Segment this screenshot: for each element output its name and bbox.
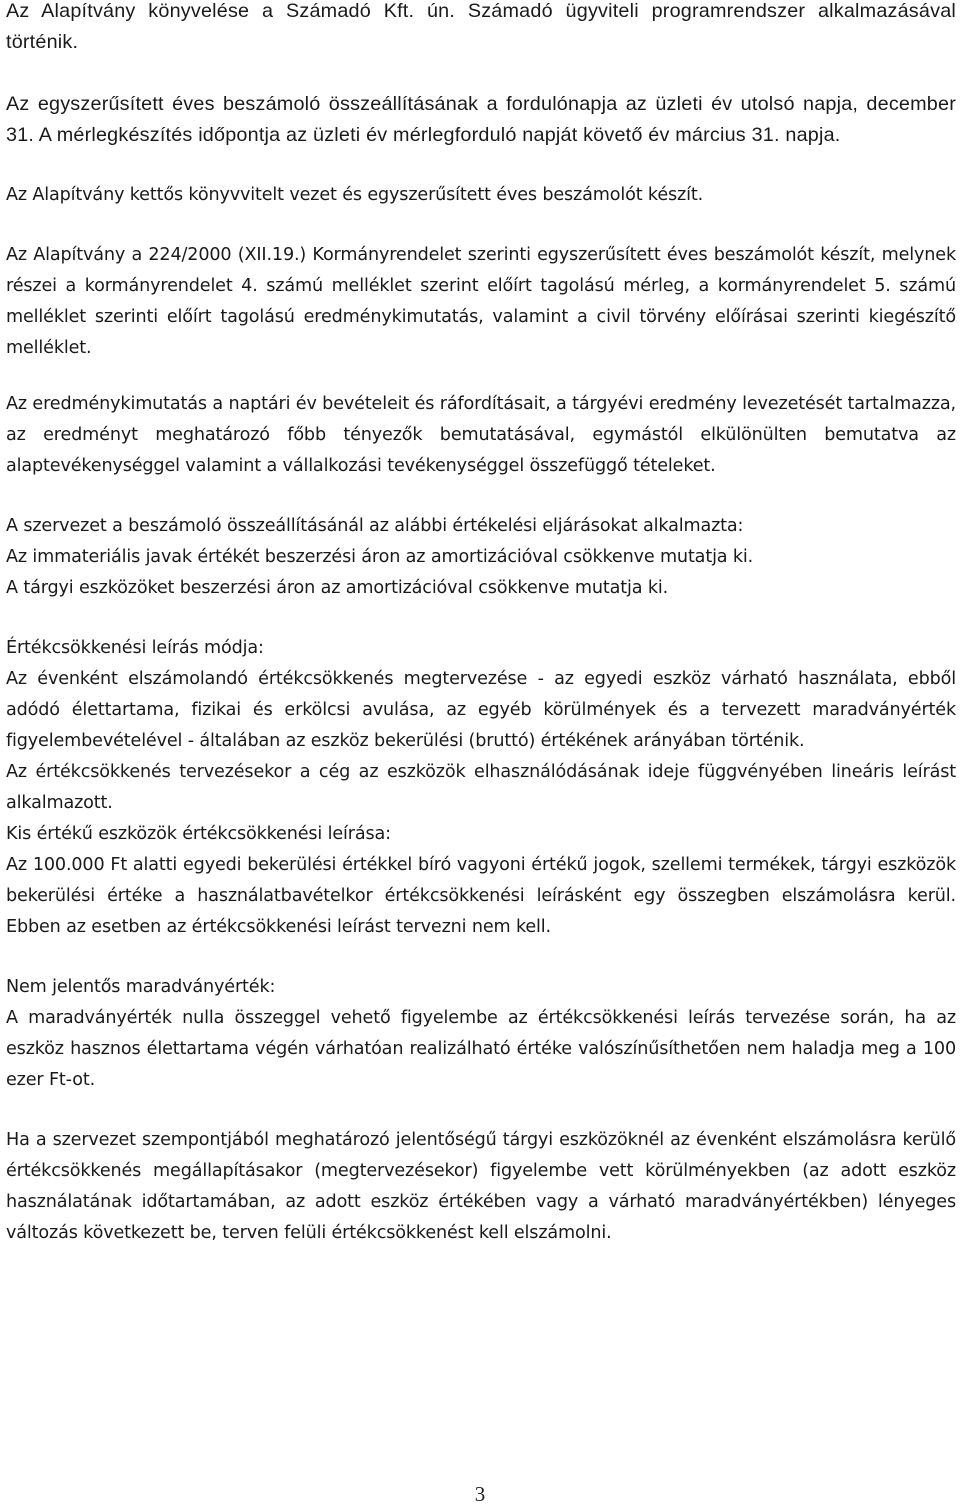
paragraph-balance-date: Az egyszerűsített éves beszámoló összeállításának a fordulónapja az üzleti év utolsó napja, december 31. A mérlegkészítés időpontja az üzleti év mérlegforduló napját követő év március 31. napja.	[6, 93, 956, 146]
paragraph-residual-value: A maradványérték nulla összeggel vehető figyelembe az értékcsökkenési leírás tervezése során, ha az eszköz hasznos élettartama végén várhatóan realizálható értéke valószínűsíthetően nem haladja meg a 100 ezer Ft-ot.	[6, 1008, 956, 1090]
paragraph-small-value-assets: Az 100.000 Ft alatti egyedi bekerülési értékkel bíró vagyoni értékű jogok, szellemi termékek, tárgyi eszközök bekerülési értéke a használatbavételkor értékcsökkenési leírásként egy összegben elszámolásra kerül. Ebben az esetben az értékcsökkenési leírást tervezni nem kell.	[6, 855, 956, 937]
document-page	[6, 0, 956, 1249]
page-number: 3	[474, 1482, 486, 1506]
paragraph-double-entry: Az Alapítvány kettős könyvvitelt vezet és egyszerűsített éves beszámolót készít.	[6, 185, 704, 205]
paragraph-extraordinary-depreciation: Ha a szervezet szempontjából meghatározó jelentőségű tárgyi eszközöknél az évenként elszámolásra kerülő értékcsökkenés megállapításakor (megtervezésekor) figyelembe vett körülményekben (az adott eszköz használatának időtartamában, az adott eszköz értékében vagy a várható maradványértékben) lényeges változás következett be, terven felüli értékcsökkenést kell elszámolni.	[6, 1130, 956, 1243]
paragraph-intangible-assets: Az immateriális javak értékét beszerzési áron az amortizációval csökkenve mutatja ki.	[6, 547, 754, 567]
paragraph-income-statement: Az eredménykimutatás a naptári év bevételeit és ráfordításait, a tárgyévi eredmény levezetését tartalmazza, az eredményt meghatározó főbb tényezők bemutatásával, egymástól elkülönülten bemutatva az alaptevékenységgel valamint a vállalkozási tevékenységgel összefüggő tételeket.	[6, 394, 956, 476]
paragraph-depreciation-planning: Az évenként elszámolandó értékcsökkenés megtervezése - az egyedi eszköz várható használata, ebből adódó élettartama, fizikai és erkölcsi avulása, az egyéb körülmények és a tervezett maradványérték figyelembevételével - általában az eszköz bekerülési (bruttó) értékének arányában történik.	[6, 669, 956, 751]
heading-depreciation-method: Értékcsökkenési leírás módja:	[6, 638, 264, 658]
heading-residual-value: Nem jelentős maradványérték:	[6, 977, 276, 997]
paragraph-valuation-intro: A szervezet a beszámoló összeállításánál az alábbi értékelési eljárásokat alkalmazta:	[6, 516, 744, 536]
paragraph-linear-depreciation: Az értékcsökkenés tervezésekor a cég az eszközök elhasználódásának ideje függvényében lineáris leírást alkalmazott.	[6, 762, 956, 813]
paragraph-bookkeeping: Az Alapítvány könyvelése a Számadó Kft. ún. Számadó ügyviteli programrendszer alkalmazásával történik.	[6, 0, 956, 53]
paragraph-regulation: Az Alapítvány a 224/2000 (XII.19.) Kormányrendelet szerinti egyszerűsített éves beszámolót készít, melynek részei a kormányrendelet 4. számú melléklet szerint előírt tagolású mérleg, a kormányrendelet 5. számú melléklet szerinti előírt tagolású eredménykimutatás, valamint a civil törvény előírásai szerinti kiegészítő melléklet.	[6, 245, 956, 358]
paragraph-tangible-assets: A tárgyi eszközöket beszerzési áron az amortizációval csökkenve mutatja ki.	[6, 578, 669, 598]
heading-small-value-assets: Kis értékű eszközök értékcsökkenési leírása:	[6, 824, 391, 844]
